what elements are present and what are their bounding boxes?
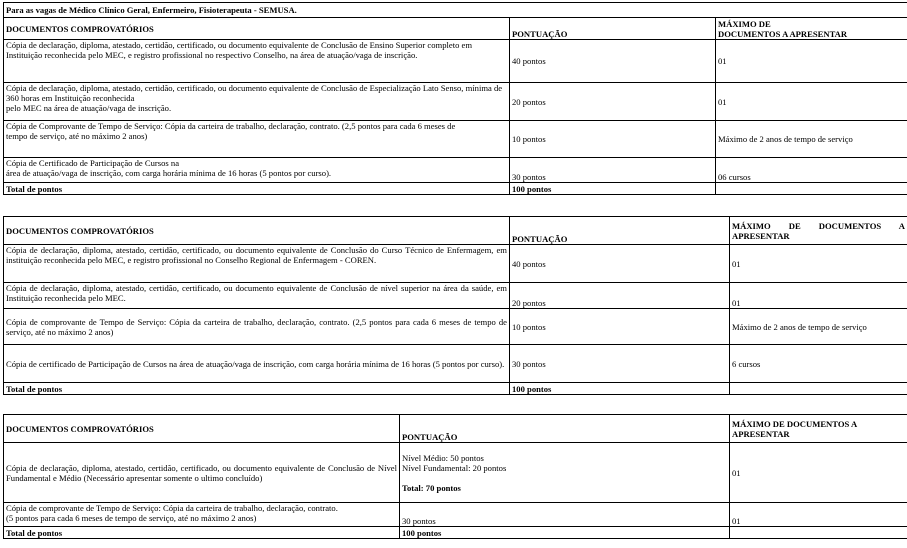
total-value: 100 pontos [510,383,730,395]
row-points: 10 pontos [510,121,716,158]
row-points: 30 pontos [510,158,716,183]
scoring-table-medical [3,2,907,195]
row-document: Cópia de declaração, diploma, atestado, certidão, certificado, ou documento equivalente de Conclusão de Especialização Lato Senso, mínima de 360 horas em Instituição reconhecida pelo MEC na área de atuação/vaga de inscrição. [4,83,510,121]
row-document: Cópia de declaração, diploma, atestado, certidão, certificado, ou documento equivalente de Conclusão do Curso Técnico de Enfermagem, em instituição reconhecida pelo MEC, e registro profissional no Conselho Regional de Enfermagem - COREN. [4,245,510,283]
header-documents: DOCUMENTOS COMPROVATÓRIOS [4,217,510,245]
row-max: 6 cursos [730,345,907,383]
row-max: 01 [716,40,907,83]
row-points [400,443,730,503]
row-points: 10 pontos [510,309,730,345]
total-empty-cell [730,383,907,395]
table-row [4,40,907,83]
row-document: Cópia de Certificado de Participação de Cursos na área de atuação/vaga de inscrição, com carga horária mínima de 16 horas (5 pontos por curso). [4,158,510,183]
row-max: 01 [730,283,907,309]
row-max: 01 [730,245,907,283]
table-row [4,83,907,121]
row-points: 40 pontos [510,40,716,83]
total-empty-cell [730,527,907,539]
row-max: 01 [730,443,907,503]
table-row [4,503,907,527]
header-points: PONTUAÇÃO [510,217,730,245]
row-document: Cópia de Comprovante de Tempo de Serviço: Cópia da carteira de trabalho, declaração, contrato. (2,5 pontos para cada 6 meses de tempo de serviço, até no máximo 2 anos) [4,121,510,158]
table-row [4,345,907,383]
row-max: Máximo de 2 anos de tempo de serviço [730,309,907,345]
total-empty-cell [716,183,907,195]
scoring-table-fundamental-medio [3,414,907,539]
row-document: Cópia de declaração, diploma, atestado, certidão, certificado, ou documento equivalente de Conclusão de Nível Fundamental e Médio (Necessário apresentar somente o ultimo concluído) [4,443,400,503]
table-caption: Para as vagas de Médico Clínico Geral, Enfermeiro, Fisioterapeuta - SEMUSA. [4,3,907,18]
scoring-table-nursing-technician [3,216,907,395]
table-row [4,158,907,183]
table-row [4,121,907,158]
total-label: Total de pontos [4,527,400,539]
points-medio: Nível Médio: 50 pontos [402,452,484,463]
header-max-documents: MÁXIMO DE DOCUMENTOS A APRESENTAR [716,18,907,40]
row-points: 30 pontos [510,345,730,383]
row-document: Cópia de certificado de Participação de Cursos na área de atuação/vaga de inscrição, com carga horária mínima de 16 horas (5 pontos por curso). [4,345,510,383]
total-value: 100 pontos [400,527,730,539]
row-points: 20 pontos [510,83,716,121]
row-points: 20 pontos [510,283,730,309]
row-max: Máximo de 2 anos de tempo de serviço [716,121,907,158]
table-row [4,283,907,309]
header-points: PONTUAÇÃO [400,415,730,443]
header-documents: DOCUMENTOS COMPROVATÓRIOS [4,18,510,40]
row-max: 01 [730,503,907,527]
row-max: 01 [716,83,907,121]
points-total: Total: 70 pontos [402,482,461,493]
table-row [4,309,907,345]
header-max-documents: MÁXIMO DE DOCUMENTOS A APRESENTAR [730,415,907,443]
table-row [4,443,907,503]
table-row [4,245,907,283]
header-points: PONTUAÇÃO [510,18,716,40]
total-label: Total de pontos [4,383,510,395]
row-points: 30 pontos [400,503,730,527]
row-points: 40 pontos [510,245,730,283]
header-max-documents: MÁXIMO DE DOCUMENTOS A APRESENTAR [730,217,907,245]
row-document: Cópia de declaração, diploma, atestado, certidão, certificado, ou documento equivalente de Conclusão de Ensino Superior completo em Instituição reconhecida pelo MEC, e registro profissional no respectivo Conselho, na área de atuação/vaga de inscrição. [4,40,510,83]
row-max: 06 cursos [716,158,907,183]
header-documents: DOCUMENTOS COMPROVATÓRIOS [4,415,400,443]
points-fundamental: Nível Fundamental: 20 pontos [402,462,507,473]
row-document: Cópia de declaração, diploma, atestado, certidão, certificado, ou documento equivalente de Conclusão de nível superior na área da saúde, em Instituição reconhecida pelo MEC. [4,283,510,309]
total-value: 100 pontos [510,183,716,195]
total-label: Total de pontos [4,183,510,195]
row-document: Cópia de comprovante de Tempo de Serviço: Cópia da carteira de trabalho, declaração, contrato. (5 pontos para cada 6 meses de tempo de serviço, até no máximo 2 anos) [4,503,400,527]
row-document: Cópia de comprovante de Tempo de Serviço: Cópia da carteira de trabalho, declaração, contrato. (2,5 pontos para cada 6 meses de tempo de serviço, até no máximo 2 anos) [4,309,510,345]
